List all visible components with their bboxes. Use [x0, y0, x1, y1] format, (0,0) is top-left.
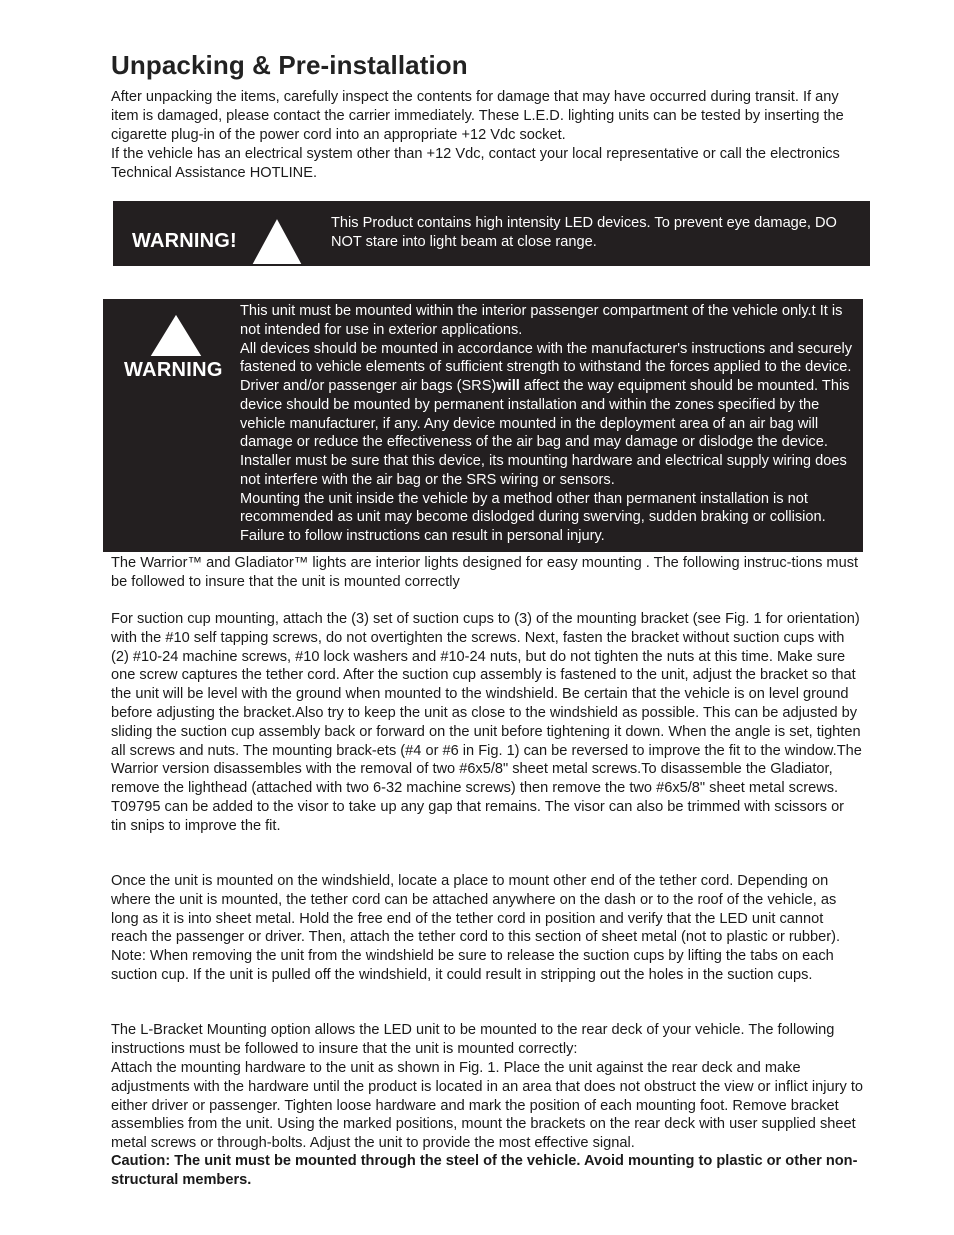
- suction-mounting-paragraph: For suction cup mounting, attach the (3) set of suction cups to (3) of the mounting bracket (see Fig. 1 for orientation) with the #10 self tapping screws, do not overtighten the screws. Next, fasten the bracket without suction cups with (2) #10-24 machine screws, #10 lock washers and #10-24 nuts, but do not tighten the nuts at this time. Make sure one screw captures the tether cord. After the suction cup assembly is fastened to the unit, adjust the bracket so that the unit will be level with the ground when mounted to the windshield. Be certain that the vehicle is on level ground before adjusting the bracket.Also try to keep the unit as close to the windshield as possible. This can be adjusted by sliding the suction cup assembly back or forward on the unit before tightening it down. When the angle is set, tighten all screws and nuts. The mounting brack-ets (#4 or #6 in Fig. 1) can be reversed to improve the fit to the window.The Warrior version disassembles with the removal of two #6x5/8" sheet metal screws.To disassemble the Gladiator, remove the lighthead (attached with two 6-32 machine screws) then remove the two #6x5/8" sheet metal screws. T09795 can be added to the visor to take up any gap that remains. The visor can also be trimmed with scissors or tin snips to improve the fit.: [111, 611, 862, 834]
- l-bracket-intro-paragraph: The L-Bracket Mounting option allows the LED unit to be mounted to the rear deck of your vehicle. The following instructions must be followed to insure that the unit is mounted correctly:: [111, 1022, 835, 1057]
- warning-label: WARNING!: [132, 230, 237, 252]
- intro-paragraph: After unpacking the items, carefully inspect the contents for damage that may have occurred during transit. If any item is damaged, please contact the carrier immediately. These L.E.D. lighting units can be tested by inserting the cigarette plug-in of the power cord into an appropriate +12 Vdc socket.: [111, 89, 844, 143]
- warrior-intro-paragraph: The Warrior™ and Gladiator™ lights are interior lights designed for easy mounting . The following instruc-tions must be followed to insure that the unit is mounted correctly: [111, 555, 859, 590]
- tether-cord-paragraph: Once the unit is mounted on the windshield, locate a place to mount other end of the tether cord. Depending on where the unit is mounted, the tether cord can be attached anywhere on the dash or to the roof of the vehicle, as long as it is into sheet metal. Hold the free end of the tether cord in position and verify that the LED unit cannot reach the passenger or driver. Then, attach the tether cord to this section of sheet metal (not to plastic or rubber). Note: When removing the unit from the windshield be sure to release the suction cups by lifting the tabs on each suction cup. If the unit is pulled off the windshield, it could result in stripping out the holes in the suction cups.: [111, 873, 840, 983]
- warning-triangle-icon: [147, 311, 205, 359]
- warning-line-permanent: Mounting the unit inside the vehicle by a method other than permanent installation is not recommended as unit may become dislodged during swerving, sudden braking or collision. Failure to follow instructions can result in personal injury.: [240, 490, 826, 544]
- warning-line-airbag-b: affect the way equipment should be mounted. This device should be mounted by permanent installation and within the zones specified by the vehicle manufacturer, if any. Any device mounted in the deployment area of an air bag will damage or reduce the effectiveness of the air bag and may damage or dislodge the device. Installer must be sure that this device, its mounting hardware and electrical supply wiring does not interfere with the air bag or the SRS wiring or sensors.: [240, 378, 850, 488]
- warning-line-exterior: This unit must be mounted within the interior passenger compartment of the vehicle only.t It is not intended for use in exterior applications.: [240, 303, 843, 338]
- warning-line-airbag-a: All devices should be mounted in accordance with the manufacturer's instructions and securely fastened to vehicle elements of sufficient strength to withstand the forces applied to the device. Driver and/or passenger air bags (SRS): [240, 340, 852, 394]
- warning-label: WARNING: [124, 359, 223, 381]
- warning-text: This Product contains high intensity LED devices. To prevent eye damage, DO NOT stare into light beam at close range.: [331, 215, 837, 250]
- warning-line-airbag-bold: will: [496, 378, 520, 394]
- warning-text: [240, 302, 866, 546]
- l-bracket-instructions-paragraph: Attach the mounting hardware to the unit as shown in Fig. 1. Place the unit against the rear deck and make adjustments with the hardware until the product is located in an area that does not obstruct the view or inflict injury to either driver or passenger. Tighten loose hardware and mark the position of each mounting foot. Remove bracket assemblies from the unit. Using the marked positions, mount the brackets on the rear deck with user supplied sheet metal screws or through-bolts. Adjust the unit to provide the most effective signal.: [111, 1060, 863, 1152]
- warning-box-mounting: [103, 299, 863, 552]
- page-title: Unpacking & Pre-installation: [111, 50, 468, 80]
- warning-triangle-icon: [249, 215, 305, 267]
- warning-box-eye: [113, 201, 870, 266]
- caution-paragraph: Caution: The unit must be mounted through the steel of the vehicle. Avoid mounting to plastic or other non-structural members.: [111, 1153, 858, 1188]
- intro-paragraph-2: If the vehicle has an electrical system other than +12 Vdc, contact your local representative or call the electronics Technical Assistance HOTLINE.: [111, 146, 840, 181]
